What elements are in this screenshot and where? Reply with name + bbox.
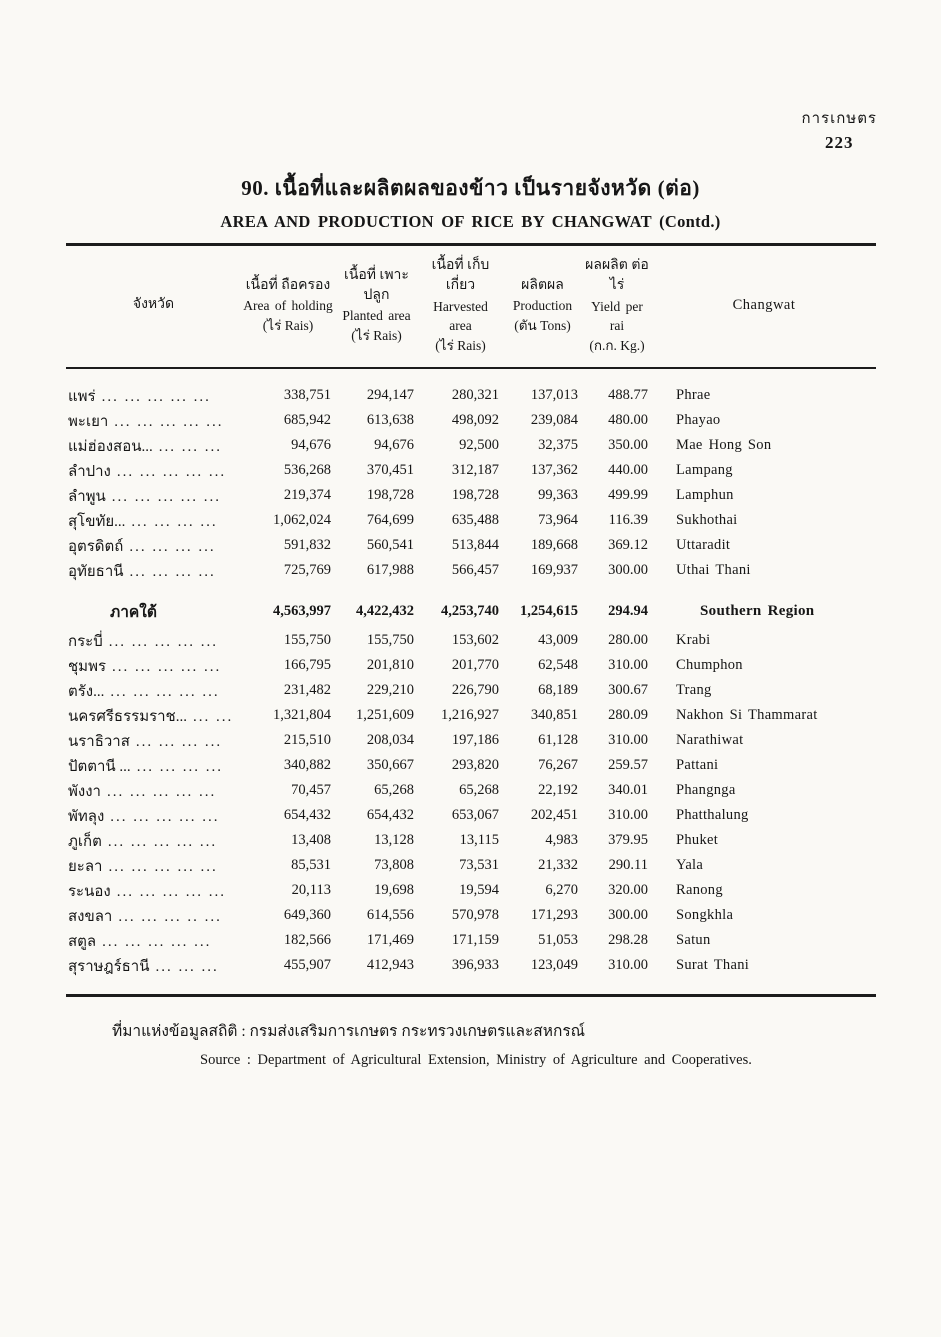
dot-leaders: ... ... ... ... ... — [107, 833, 218, 850]
province-name-thai: ยะลา — [68, 858, 103, 875]
province-name-cell — [66, 678, 241, 703]
table-row — [66, 878, 876, 903]
table-row — [66, 753, 876, 778]
area-of-holding-cell: 231,482 — [283, 682, 331, 699]
production-cell: 21,332 — [538, 857, 578, 874]
harvested-area-cell: 396,933 — [451, 957, 499, 974]
yield-per-rai-cell: 259.57 — [608, 757, 648, 774]
yield-per-rai-cell: 310.00 — [608, 732, 648, 749]
dot-leaders: ... ... ... ... ... — [102, 933, 212, 950]
province-name-thai: ภูเก็ต — [68, 833, 102, 850]
harvested-area-cell: 280,321 — [451, 387, 499, 404]
province-name-cell — [66, 953, 241, 978]
source-line-english: Source : Department of Agricultural Extension, Ministry of Agriculture and Cooperatives. — [200, 1052, 752, 1068]
planted-area-cell: 1,251,609 — [356, 707, 414, 724]
table-row — [66, 853, 876, 878]
harvested-area-cell: 513,844 — [451, 537, 499, 554]
changwat-name-cell: Phayao — [676, 412, 721, 429]
column-header-text: Yield per rai — [591, 298, 643, 334]
area-of-holding-cell: 20,113 — [291, 882, 331, 899]
changwat-name-cell: Lampang — [676, 462, 733, 479]
province-name-thai: สุโขทัย... — [68, 513, 126, 530]
table-row — [66, 368, 876, 408]
column-header — [503, 246, 582, 368]
yield-per-rai-cell: 294.94 — [608, 603, 648, 620]
dot-leaders: ... ... ... ... ... — [116, 883, 226, 900]
column-header-text: Production — [512, 298, 573, 314]
table-row — [66, 653, 876, 678]
production-cell: 171,293 — [530, 907, 578, 924]
rice-statistics-table — [66, 246, 876, 978]
harvested-area-cell: 65,268 — [459, 782, 499, 799]
column-header — [582, 246, 652, 368]
column-header-text: (ไร่ Rais) — [262, 317, 314, 333]
column-header-text: (ตัน Tons) — [514, 317, 571, 333]
table-row — [66, 433, 876, 458]
province-name-thai: สตูล — [68, 933, 97, 950]
province-name-thai: ตรัง... — [68, 683, 105, 700]
planted-area-cell: 764,699 — [366, 512, 414, 529]
page-number: 223 — [825, 133, 854, 152]
production-cell: 6,270 — [545, 882, 578, 899]
area-of-holding-cell: 1,062,024 — [273, 512, 331, 529]
planted-area-cell: 4,422,432 — [356, 603, 414, 620]
province-name-cell — [66, 628, 241, 653]
planted-area-cell: 617,988 — [366, 562, 414, 579]
yield-per-rai-cell: 116.39 — [608, 512, 648, 529]
province-name-thai: ลำพูน — [68, 488, 106, 505]
changwat-name-cell: Uttaradit — [676, 537, 731, 554]
changwat-name-cell: Pattani — [676, 757, 719, 774]
changwat-name-cell: Songkhla — [676, 907, 734, 924]
harvested-area-cell: 171,159 — [451, 932, 499, 949]
dot-leaders: ... ... ... ... ... — [111, 488, 222, 505]
yield-per-rai-cell: 300.67 — [608, 682, 648, 699]
dot-leaders: ... ... ... ... ... — [106, 783, 217, 800]
planted-area-cell: 654,432 — [366, 807, 414, 824]
table-row — [66, 728, 876, 753]
table-row — [66, 508, 876, 533]
province-name-thai: อุตรดิตถ์ — [68, 538, 124, 555]
area-of-holding-cell: 215,510 — [283, 732, 331, 749]
province-name-thai: ปัตตานี ... — [68, 758, 131, 775]
column-header-text: ผลิตผล — [521, 277, 564, 293]
table-body — [66, 368, 876, 978]
table-header — [66, 246, 876, 368]
table-row — [66, 928, 876, 953]
province-name-cell — [66, 778, 241, 803]
production-cell: 22,192 — [538, 782, 578, 799]
area-of-holding-cell: 70,457 — [291, 782, 331, 799]
area-of-holding-cell: 725,769 — [283, 562, 331, 579]
source-line-thai: ที่มาแห่งข้อมูลสถิติ : กรมส่งเสริมการเกษตร กระทรวงเกษตรและสหกรณ์ — [112, 1023, 586, 1040]
area-of-holding-cell: 155,750 — [283, 632, 331, 649]
province-name-thai: พะเยา — [68, 413, 109, 430]
changwat-name-cell: Phangnga — [676, 782, 736, 799]
harvested-area-cell: 19,594 — [459, 882, 499, 899]
dot-leaders: ... ... ... ... — [131, 513, 218, 530]
harvested-area-cell: 92,500 — [459, 437, 499, 454]
column-header-text: เนื้อที่ เก็บเกี่ยว — [431, 258, 490, 294]
table-row — [66, 678, 876, 703]
province-name-cell — [66, 703, 241, 728]
area-of-holding-cell: 685,942 — [283, 412, 331, 429]
production-cell: 202,451 — [530, 807, 578, 824]
area-of-holding-cell: 4,563,997 — [273, 603, 331, 620]
column-header-text: Planted area — [342, 308, 411, 324]
area-of-holding-cell: 455,907 — [283, 957, 331, 974]
dot-leaders: ... ... ... ... ... — [112, 658, 222, 675]
yield-per-rai-cell: 340.01 — [608, 782, 648, 799]
province-name-thai: นราธิวาส — [68, 733, 130, 750]
area-of-holding-cell: 591,832 — [283, 537, 331, 554]
province-name-cell — [66, 408, 241, 433]
province-name-thai: ระนอง — [68, 883, 111, 900]
harvested-area-cell: 198,728 — [451, 487, 499, 504]
production-cell: 76,267 — [538, 757, 578, 774]
province-name-cell — [66, 533, 241, 558]
area-of-holding-cell: 649,360 — [283, 907, 331, 924]
province-name-cell — [66, 803, 241, 828]
changwat-name-cell: Nakhon Si Thammarat — [676, 707, 818, 724]
title-block — [0, 172, 941, 232]
harvested-area-cell: 570,978 — [451, 907, 499, 924]
province-name-thai: นครศรีธรรมราช... — [68, 708, 187, 725]
changwat-name-cell: Mae Hong Son — [676, 437, 772, 454]
column-header — [418, 246, 503, 368]
source-note — [0, 1018, 941, 1069]
province-name-cell — [66, 828, 241, 853]
harvested-area-cell: 73,531 — [459, 857, 499, 874]
dot-leaders: ... ... ... — [158, 438, 222, 455]
harvested-area-cell: 498,092 — [451, 412, 499, 429]
yield-per-rai-cell: 300.00 — [608, 562, 648, 579]
planted-area-cell: 614,556 — [366, 907, 414, 924]
yield-per-rai-cell: 300.00 — [608, 907, 648, 924]
changwat-name-cell: Phatthalung — [676, 807, 749, 824]
changwat-name-cell: Krabi — [676, 632, 711, 649]
area-of-holding-cell: 340,882 — [283, 757, 331, 774]
column-header-text: (ไร่ Rais) — [351, 327, 402, 343]
section-label: การเกษตร — [801, 111, 877, 127]
area-of-holding-cell: 85,531 — [291, 857, 331, 874]
harvested-area-cell: 653,067 — [451, 807, 499, 824]
column-header-text: Changwat — [732, 297, 796, 314]
harvested-area-cell: 153,602 — [451, 632, 499, 649]
changwat-name-cell: Yala — [676, 857, 704, 874]
yield-per-rai-cell: 379.95 — [608, 832, 648, 849]
production-cell: 51,053 — [538, 932, 578, 949]
planted-area-cell: 94,676 — [374, 437, 414, 454]
dot-leaders: ... ... ... ... ... — [108, 633, 218, 650]
changwat-name-cell: Lamphun — [676, 487, 734, 504]
region-summary-row — [66, 583, 876, 628]
production-cell: 123,049 — [530, 957, 578, 974]
harvested-area-cell: 293,820 — [451, 757, 499, 774]
table-container — [66, 243, 876, 997]
changwat-name-cell: Satun — [676, 932, 711, 949]
yield-per-rai-cell: 320.00 — [608, 882, 648, 899]
dot-leaders: ... ... ... ... ... — [108, 858, 218, 875]
changwat-name-cell: Sukhothai — [676, 512, 738, 529]
province-name-cell — [66, 508, 241, 533]
area-of-holding-cell: 94,676 — [291, 437, 331, 454]
planted-area-cell: 65,268 — [374, 782, 414, 799]
province-name-thai: แม่ฮ่องสอน... — [68, 438, 153, 455]
column-header-text: (ไร่ Rais) — [435, 337, 486, 353]
production-cell: 43,009 — [538, 632, 578, 649]
table-row — [66, 558, 876, 583]
yield-per-rai-cell: 440.00 — [608, 462, 648, 479]
changwat-name-cell: Ranong — [676, 882, 723, 899]
dot-leaders: ... ... ... ... ... — [101, 388, 211, 405]
planted-area-cell: 208,034 — [366, 732, 414, 749]
province-name-thai: ลำปาง — [68, 463, 111, 480]
column-header-text: เนื้อที่ เพาะปลูก — [344, 267, 409, 304]
province-name-thai: อุทัยธานี — [68, 563, 124, 580]
yield-per-rai-cell: 280.00 — [608, 632, 648, 649]
planted-area-cell: 171,469 — [366, 932, 414, 949]
production-cell: 169,937 — [530, 562, 578, 579]
planted-area-cell: 13,128 — [374, 832, 414, 849]
yield-per-rai-cell: 280.09 — [608, 707, 648, 724]
production-cell: 32,375 — [538, 437, 578, 454]
province-name-thai: พัทลุง — [68, 808, 105, 825]
column-header — [241, 246, 335, 368]
dot-leaders: ... ... ... ... — [136, 758, 223, 775]
column-header-text: Area of holding — [243, 298, 333, 314]
harvested-area-cell: 226,790 — [451, 682, 499, 699]
province-name-thai: กระบี่ — [68, 633, 103, 650]
area-of-holding-cell: 166,795 — [283, 657, 331, 674]
province-name-thai: ภาคใต้ — [110, 604, 157, 622]
planted-area-cell: 412,943 — [366, 957, 414, 974]
province-name-thai: สงขลา — [68, 908, 113, 925]
yield-per-rai-cell: 369.12 — [608, 537, 648, 554]
table-row — [66, 903, 876, 928]
production-cell: 1,254,615 — [520, 603, 578, 620]
yield-per-rai-cell: 310.00 — [608, 807, 648, 824]
harvested-area-cell: 201,770 — [451, 657, 499, 674]
harvested-area-cell: 13,115 — [459, 832, 499, 849]
table-row — [66, 703, 876, 728]
dot-leaders: ... ... ... ... ... — [114, 413, 224, 430]
province-name-cell — [66, 853, 241, 878]
dot-leaders: ... ... ... .. ... — [118, 908, 222, 925]
province-name-cell — [66, 368, 241, 408]
changwat-name-cell: Phuket — [676, 832, 719, 849]
area-of-holding-cell: 536,268 — [283, 462, 331, 479]
production-cell: 99,363 — [538, 487, 578, 504]
province-name-cell — [66, 483, 241, 508]
province-name-cell — [66, 728, 241, 753]
changwat-name-cell: Southern Region — [700, 603, 815, 620]
table-row — [66, 628, 876, 653]
dot-leaders: ... ... ... ... — [135, 733, 223, 750]
area-of-holding-cell: 1,321,804 — [273, 707, 331, 724]
province-name-thai: สุราษฎร์ธานี — [68, 958, 150, 975]
changwat-name-cell: Surat Thani — [676, 957, 750, 974]
production-cell: 137,362 — [530, 462, 578, 479]
column-header-text: จังหวัด — [132, 297, 175, 313]
province-name-cell — [66, 903, 241, 928]
page-corner-header — [802, 106, 877, 153]
column-header — [66, 246, 241, 368]
province-name-cell — [66, 878, 241, 903]
production-cell: 189,668 — [530, 537, 578, 554]
planted-area-cell: 229,210 — [366, 682, 414, 699]
yield-per-rai-cell: 480.00 — [608, 412, 648, 429]
harvested-area-cell: 566,457 — [451, 562, 499, 579]
planted-area-cell: 73,808 — [374, 857, 414, 874]
dot-leaders: ... ... ... ... ... — [110, 808, 220, 825]
changwat-name-cell: Chumphon — [676, 657, 743, 674]
production-cell: 73,964 — [538, 512, 578, 529]
table-row — [66, 458, 876, 483]
column-header-text: (ก.ก. Kg.) — [589, 337, 645, 353]
production-cell: 68,189 — [538, 682, 578, 699]
area-of-holding-cell: 654,432 — [283, 807, 331, 824]
harvested-area-cell: 197,186 — [451, 732, 499, 749]
province-name-cell — [66, 753, 241, 778]
yield-per-rai-cell: 350.00 — [608, 437, 648, 454]
planted-area-cell: 613,638 — [366, 412, 414, 429]
province-name-cell — [66, 458, 241, 483]
planted-area-cell: 155,750 — [366, 632, 414, 649]
harvested-area-cell: 635,488 — [451, 512, 499, 529]
dot-leaders: ... ... ... — [155, 958, 219, 975]
production-cell: 61,128 — [538, 732, 578, 749]
dot-leaders: ... ... ... ... ... — [116, 463, 227, 480]
province-name-cell — [66, 928, 241, 953]
harvested-area-cell: 4,253,740 — [441, 603, 499, 620]
area-of-holding-cell: 338,751 — [283, 387, 331, 404]
harvested-area-cell: 312,187 — [451, 462, 499, 479]
table-row — [66, 408, 876, 433]
area-of-holding-cell: 13,408 — [291, 832, 331, 849]
column-header — [335, 246, 418, 368]
harvested-area-cell: 1,216,927 — [441, 707, 499, 724]
column-header-text: เนื้อที่ ถือครอง — [245, 277, 331, 293]
province-name-cell — [66, 433, 241, 458]
area-of-holding-cell: 182,566 — [283, 932, 331, 949]
production-cell: 340,851 — [530, 707, 578, 724]
column-header-text: ผลผลิต ต่อไร่ — [585, 258, 649, 294]
changwat-name-cell: Phrae — [676, 387, 711, 404]
changwat-name-cell: Uthai Thani — [676, 562, 751, 579]
yield-per-rai-cell: 310.00 — [608, 657, 648, 674]
planted-area-cell: 19,698 — [374, 882, 414, 899]
production-cell: 4,983 — [545, 832, 578, 849]
column-header — [652, 246, 876, 368]
yield-per-rai-cell: 290.11 — [608, 857, 648, 874]
yield-per-rai-cell: 298.28 — [608, 932, 648, 949]
changwat-name-cell: Narathiwat — [676, 732, 744, 749]
table-title-english: AREA AND PRODUCTION OF RICE BY CHANGWAT (Contd.) — [220, 212, 721, 231]
production-cell: 239,084 — [530, 412, 578, 429]
table-row — [66, 533, 876, 558]
yield-per-rai-cell: 488.77 — [608, 387, 648, 404]
dot-leaders: ... ... — [193, 708, 234, 725]
yield-per-rai-cell: 310.00 — [608, 957, 648, 974]
planted-area-cell: 350,667 — [366, 757, 414, 774]
province-name-thai: พังงา — [68, 783, 101, 800]
table-title-thai: 90. เนื้อที่และผลิตผลของข้าว เป็นรายจังหวัด (ต่อ) — [241, 176, 700, 200]
dot-leaders: ... ... ... ... ... — [110, 683, 220, 700]
dot-leaders: ... ... ... ... — [129, 563, 216, 580]
dot-leaders: ... ... ... ... — [129, 538, 216, 555]
province-name-cell — [66, 653, 241, 678]
table-row — [66, 483, 876, 508]
planted-area-cell: 370,451 — [366, 462, 414, 479]
table-row — [66, 778, 876, 803]
province-name-cell — [66, 558, 241, 583]
province-name-thai: ชุมพร — [68, 658, 107, 675]
table-row — [66, 828, 876, 853]
column-header-text: Harvested area — [433, 298, 488, 334]
production-cell: 137,013 — [530, 387, 578, 404]
area-of-holding-cell: 219,374 — [283, 487, 331, 504]
yield-per-rai-cell: 499.99 — [608, 487, 648, 504]
planted-area-cell: 201,810 — [366, 657, 414, 674]
table-row — [66, 803, 876, 828]
production-cell: 62,548 — [538, 657, 578, 674]
table-row — [66, 953, 876, 978]
planted-area-cell: 560,541 — [366, 537, 414, 554]
planted-area-cell: 294,147 — [366, 387, 414, 404]
province-name-thai: แพร่ — [68, 388, 96, 405]
changwat-name-cell: Trang — [676, 682, 712, 699]
province-name-cell — [66, 583, 241, 628]
planted-area-cell: 198,728 — [366, 487, 414, 504]
header-row — [66, 246, 876, 368]
